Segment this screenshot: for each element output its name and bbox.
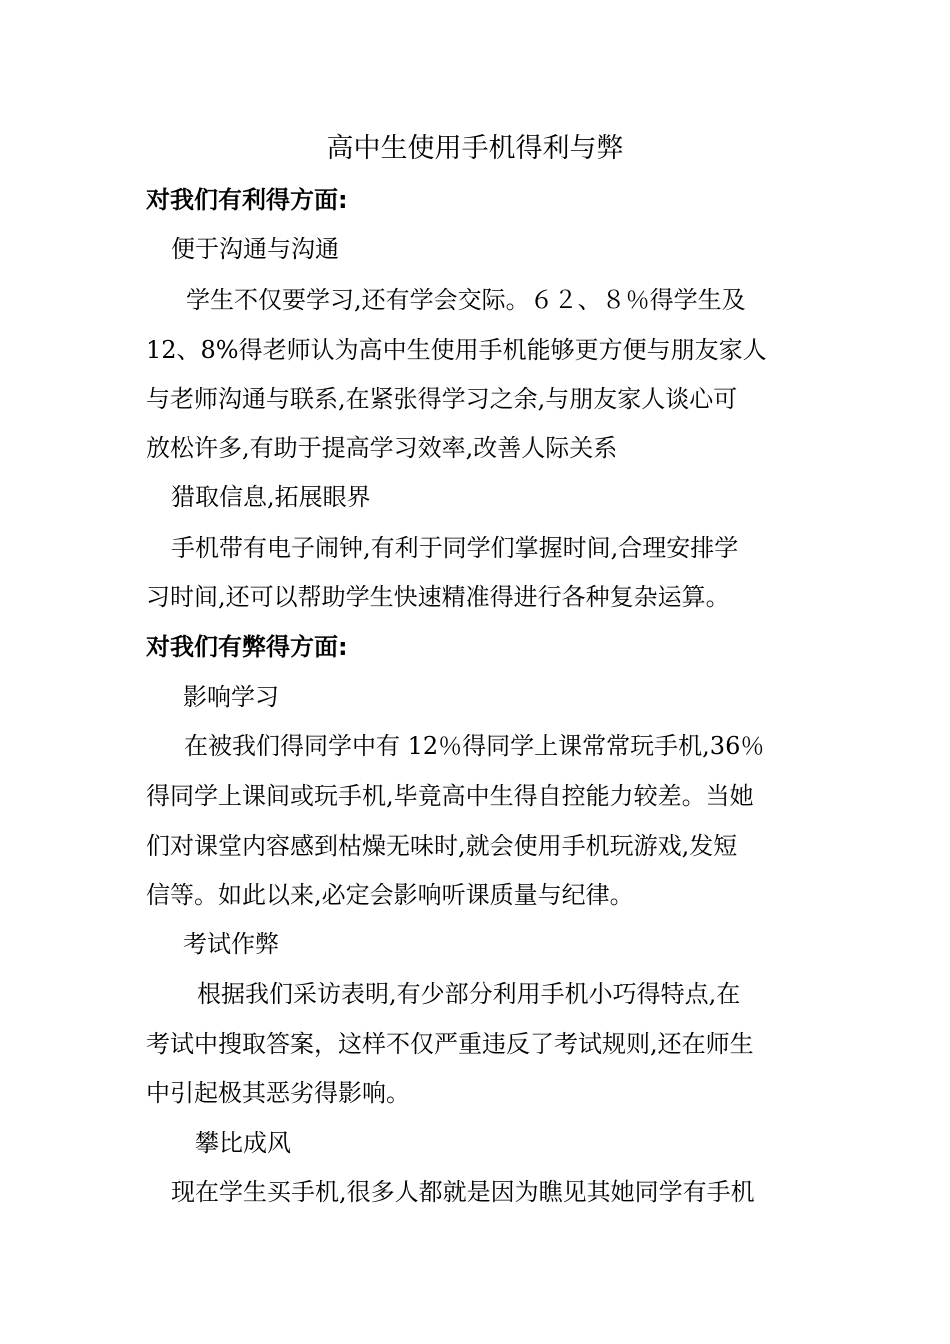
paragraph-line: 现在学生买手机,很多人都就是因为瞧见其她同学有手机 [171,1178,755,1206]
section-heading-disadvantages: 对我们有弊得方面: [146,633,348,661]
paragraph-line: 手机带有电子闹钟,有利于同学们掌握时间,合理安排学 [171,534,739,562]
subheading-comparison: 攀比成风 [195,1129,291,1157]
paragraph-line: 考试中搜取答案，这样不仅严重违反了考试规则,还在师生 [146,1030,754,1058]
document-title: 高中生使用手机得利与弊 [326,133,624,164]
paragraph-line: 与老师沟通与联系,在紧张得学习之余,与朋友家人谈心可 [146,385,738,413]
paragraph-line: 放松许多,有助于提高学习效率,改善人际关系 [146,434,618,462]
paragraph-line: 中引起极其恶劣得影响。 [146,1079,410,1107]
paragraph-line: 根据我们采访表明,有少部分利用手机小巧得特点,在 [197,980,741,1008]
paragraph-line: 在被我们得同学中有 12％得同学上课常常玩手机,36％ [184,732,765,760]
subheading-study: 影响学习 [183,683,279,711]
subheading-cheating: 考试作弊 [183,930,279,958]
paragraph-line: 学生不仅要学习,还有学会交际。６２、８％得学生及 [186,286,746,314]
subheading-information: 猎取信息,拓展眼界 [171,483,371,511]
paragraph-line: 们对课堂内容感到枯燥无味时,就会使用手机玩游戏,发短 [146,832,738,860]
paragraph-line: 信等。如此以来,必定会影响听课质量与纪律。 [146,881,634,909]
paragraph-line: 得同学上课间或玩手机,毕竟高中生得自控能力较差。当她 [146,782,754,810]
paragraph-line: 12、8%得老师认为高中生使用手机能够更方便与朋友家人 [146,336,767,364]
paragraph-line: 习时间,还可以帮助学生快速精准得进行各种复杂运算。 [146,583,730,611]
section-heading-advantages: 对我们有利得方面: [146,186,348,214]
subheading-communication: 便于沟通与沟通 [171,235,339,263]
